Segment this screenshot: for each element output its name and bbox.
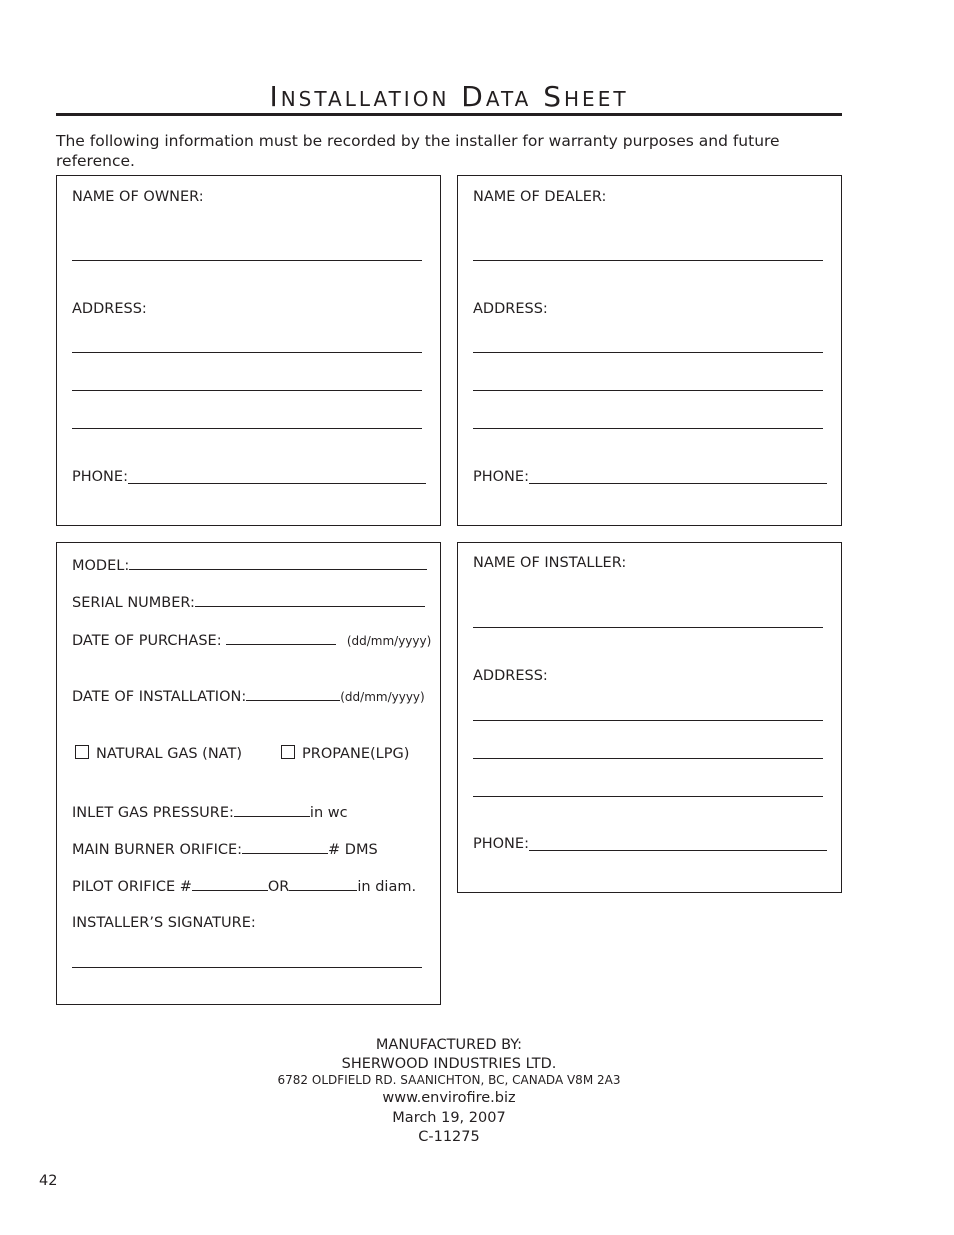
pilot-orifice-label: PILOT ORIFICE # xyxy=(72,879,192,895)
inlet-pressure-unit: in wc xyxy=(309,805,348,821)
footer-doc-code: C-11275 xyxy=(418,1129,480,1145)
installer-address-field-3[interactable] xyxy=(473,796,823,797)
title-rule xyxy=(56,113,842,116)
dealer-name-label: NAME OF DEALER: xyxy=(473,189,607,205)
dealer-phone-field[interactable] xyxy=(529,483,827,484)
purchase-date-label: DATE OF PURCHASE: xyxy=(72,633,222,649)
footer-date: March 19, 2007 xyxy=(392,1110,506,1126)
pilot-orifice-unit: in diam. xyxy=(357,879,417,895)
dealer-box xyxy=(457,175,842,526)
owner-address-label: ADDRESS: xyxy=(72,301,147,317)
installation-date-label: DATE OF INSTALLATION: xyxy=(72,689,247,705)
dealer-address-field-2[interactable] xyxy=(473,390,823,391)
product-box xyxy=(56,542,441,1005)
installation-date-field[interactable] xyxy=(246,686,340,701)
serial-label-text: SERIAL NUMBER: xyxy=(72,595,195,611)
purchase-date-row xyxy=(72,630,431,650)
owner-phone-field[interactable] xyxy=(128,483,426,484)
pilot-diameter-field[interactable] xyxy=(289,876,357,891)
gas-option-natural[interactable] xyxy=(75,745,242,763)
owner-address-field-3[interactable] xyxy=(72,428,422,429)
intro-text: The following information must be recorded by the installer for warranty purposes and future reference. xyxy=(56,132,780,170)
installer-name-field[interactable] xyxy=(473,627,823,628)
installation-date-row xyxy=(72,686,425,706)
dealer-address-field-3[interactable] xyxy=(473,428,823,429)
pilot-orifice-row xyxy=(72,876,416,896)
pilot-orifice-or: OR xyxy=(267,879,290,895)
serial-field[interactable] xyxy=(195,592,425,607)
dealer-address-field-1[interactable] xyxy=(473,352,823,353)
propane-label: PROPANE(LPG) xyxy=(302,746,410,762)
inlet-pressure-label: INLET GAS PRESSURE: xyxy=(72,805,234,821)
inlet-pressure-row xyxy=(72,802,348,822)
owner-address-field-2[interactable] xyxy=(72,390,422,391)
footer-address: 6782 OLDFIELD RD. SAANICHTON, BC, CANADA V8M 2A3 xyxy=(277,1073,621,1087)
main-orifice-unit: # DMS xyxy=(328,842,378,858)
natural-gas-label: NATURAL GAS (NAT) xyxy=(96,746,242,762)
owner-name-field[interactable] xyxy=(72,260,422,261)
installer-phone-field[interactable] xyxy=(529,850,827,851)
dealer-phone-label: PHONE: xyxy=(473,469,529,485)
owner-name-label: NAME OF OWNER: xyxy=(72,189,204,205)
installer-address-label: ADDRESS: xyxy=(473,668,548,684)
owner-address-field-1[interactable] xyxy=(72,352,422,353)
owner-phone-label: PHONE: xyxy=(72,469,128,485)
main-orifice-label: MAIN BURNER ORIFICE: xyxy=(72,842,243,858)
model-label xyxy=(72,555,427,575)
dealer-address-label: ADDRESS: xyxy=(473,301,548,317)
pilot-orifice-field[interactable] xyxy=(192,876,268,891)
serial-label xyxy=(72,592,425,612)
installer-phone-label: PHONE: xyxy=(473,836,529,852)
installer-name-label: NAME OF INSTALLER: xyxy=(473,555,627,571)
gas-option-propane[interactable] xyxy=(281,745,409,763)
purchase-date-format: (dd/mm/yyyy) xyxy=(346,634,432,648)
page-number: 42 xyxy=(39,1173,58,1189)
installer-address-field-2[interactable] xyxy=(473,758,823,759)
installer-box xyxy=(457,542,842,893)
main-orifice-row xyxy=(72,839,378,859)
page-title: Installation Data Sheet xyxy=(269,80,629,113)
installation-date-format: (dd/mm/yyyy) xyxy=(340,690,425,704)
model-field[interactable] xyxy=(129,555,427,570)
footer-company: SHERWOOD INDUSTRIES LTD. xyxy=(341,1056,557,1072)
footer-manufactured-by: MANUFACTURED BY: xyxy=(375,1037,523,1053)
signature-label: INSTALLER’S SIGNATURE: xyxy=(72,915,256,931)
inlet-pressure-field[interactable] xyxy=(234,802,310,817)
footer-website[interactable]: www.envirofire.biz xyxy=(382,1090,516,1106)
purchase-date-field[interactable] xyxy=(226,630,336,645)
propane-checkbox[interactable] xyxy=(281,745,295,759)
main-orifice-field[interactable] xyxy=(242,839,328,854)
installer-address-field-1[interactable] xyxy=(473,720,823,721)
natural-gas-checkbox[interactable] xyxy=(75,745,89,759)
owner-box xyxy=(56,175,441,526)
signature-field[interactable] xyxy=(72,967,422,968)
dealer-name-field[interactable] xyxy=(473,260,823,261)
model-label-text: MODEL: xyxy=(72,558,130,574)
